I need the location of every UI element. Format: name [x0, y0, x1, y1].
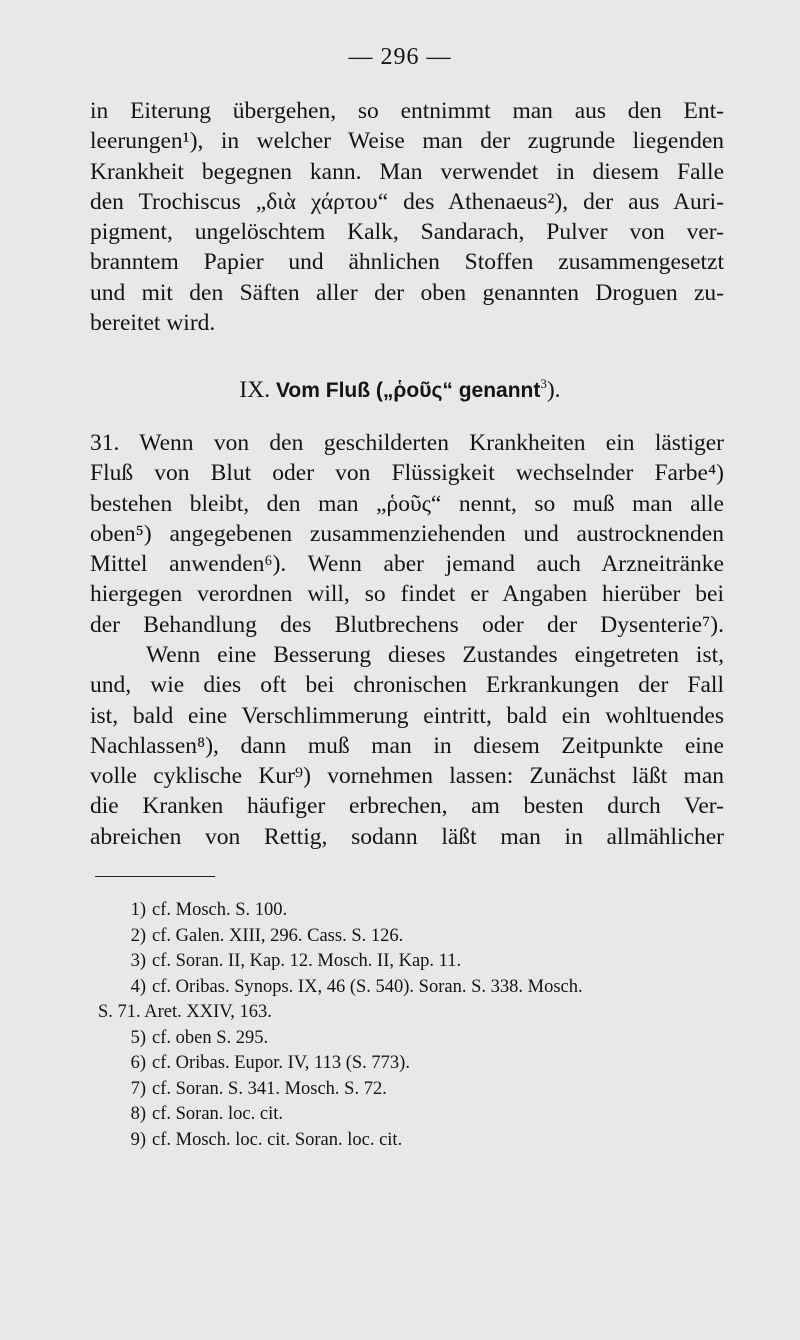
section-heading	[0, 377, 800, 404]
paragraph-3	[90, 640, 724, 852]
footnote	[98, 949, 730, 975]
footnote-text: cf. Mosch. loc. cit. Soran. loc. cit.	[152, 1129, 403, 1150]
footnote-number: 8)	[130, 1104, 146, 1124]
footnote	[98, 1026, 730, 1052]
footnote-number: 2)	[130, 925, 146, 946]
footnote-text: cf. Soran. S. 341. Mosch. S. 72.	[152, 1078, 387, 1099]
footnote-continuation	[98, 1000, 730, 1026]
page-number: — 296 —	[348, 44, 452, 70]
footnote	[98, 1077, 730, 1103]
text-line: den Trochiscus „διὰ χάρτου“ des Athenaeus²), der aus Auri-	[90, 188, 724, 215]
text-line: und mit den Säften aller der oben genannten Droguen zu-	[90, 279, 724, 306]
footnote-number: 6)	[130, 1053, 146, 1073]
footnote-number: 7)	[130, 1078, 146, 1099]
text-line: pigment, ungelöschtem Kalk, Sandarach, Pulver von ver-	[90, 219, 724, 246]
footnote	[98, 1102, 730, 1128]
footnote-text: cf. Galen. XIII, 296. Cass. S. 126.	[152, 925, 404, 946]
footnote	[98, 1051, 730, 1077]
footnote-number: 3)	[130, 951, 146, 971]
footnote	[98, 898, 730, 924]
text-line: die Kranken häufiger erbrechen, am besten durch Ver-	[90, 793, 724, 820]
text-line: Krankheit begegnen kann. Man verwendet in diesem Falle	[90, 158, 724, 185]
footnote-text: cf. Oribas. Synops. IX, 46 (S. 540). Soran. S. 338. Mosch.	[152, 976, 583, 997]
text-line: Wenn eine Besserung dieses Zustandes eingetreten ist,	[146, 642, 724, 668]
section-numeral: IX.	[239, 377, 271, 403]
text-line: leerungen¹), in welcher Weise man der zugrunde liegenden	[90, 128, 724, 155]
text-line: abreichen von Rettig, sodann läßt man in allmählicher	[90, 823, 724, 850]
text-line: 31. Wenn von den geschilderten Krankheiten ein lästiger	[90, 430, 724, 456]
footnote-text: cf. Oribas. Eupor. IV, 113 (S. 773).	[152, 1053, 410, 1073]
text-line: volle cyklische Kur⁹) vornehmen lassen: Zunächst läßt man	[90, 763, 724, 790]
section-title: Vom Fluß („ῥοῦς“ genannt	[275, 379, 541, 402]
text-line: in Eiterung übergehen, so entnimmt man aus den Ent-	[90, 98, 724, 124]
text-line: oben⁵) angegebenen zusammenziehenden und austrocknenden	[90, 520, 724, 547]
paragraph-2	[90, 428, 724, 640]
footnote-divider	[95, 876, 215, 877]
footnote-text: cf. Mosch. S. 100.	[152, 900, 288, 920]
text-line: ist, bald eine Verschlimmerung eintritt, bald ein wohltuendes	[90, 702, 724, 729]
section-title-close: ).	[546, 377, 561, 403]
text-line: bereitet wird.	[90, 310, 216, 337]
footnote	[98, 1128, 730, 1154]
footnote-text: cf. Soran. loc. cit.	[152, 1104, 283, 1124]
footnote-marker: 3	[540, 376, 547, 391]
text-line: Nachlassen⁸), dann muß man in diesem Zeitpunkte eine	[90, 732, 724, 759]
text-line: Fluß von Blut oder von Flüssigkeit wechselnder Farbe⁴)	[90, 460, 724, 487]
paragraph-1	[90, 96, 724, 338]
footnote-text: S. 71. Aret. XXIV, 163.	[98, 1002, 272, 1022]
footnote-number: 9)	[130, 1129, 146, 1150]
text-line: branntem Papier und ähnlichen Stoffen zusammengesetzt	[90, 249, 724, 276]
footnote-number: 5)	[130, 1027, 146, 1048]
footnotes	[98, 898, 730, 1153]
text-line: bestehen bleibt, den man „ῥοῦς“ nennt, so muß man alle	[90, 490, 724, 517]
footnote-text: cf. Soran. II, Kap. 12. Mosch. II, Kap. 11.	[152, 951, 462, 971]
footnote-text: cf. oben S. 295.	[152, 1027, 269, 1048]
text-line: Mittel anwenden⁶). Wenn aber jemand auch Arzneitränke	[90, 551, 724, 578]
footnote-number: 1)	[130, 900, 146, 920]
text-line: hiergegen verordnen will, so findet er Angaben hierüber bei	[90, 581, 724, 608]
text-line: der Behandlung des Blutbrechens oder der Dysenterie⁷).	[90, 611, 724, 638]
footnote	[98, 924, 730, 950]
text-line: und, wie dies oft bei chronischen Erkrankungen der Fall	[90, 672, 724, 699]
footnote	[98, 975, 730, 1001]
footnote-number: 4)	[130, 976, 146, 997]
